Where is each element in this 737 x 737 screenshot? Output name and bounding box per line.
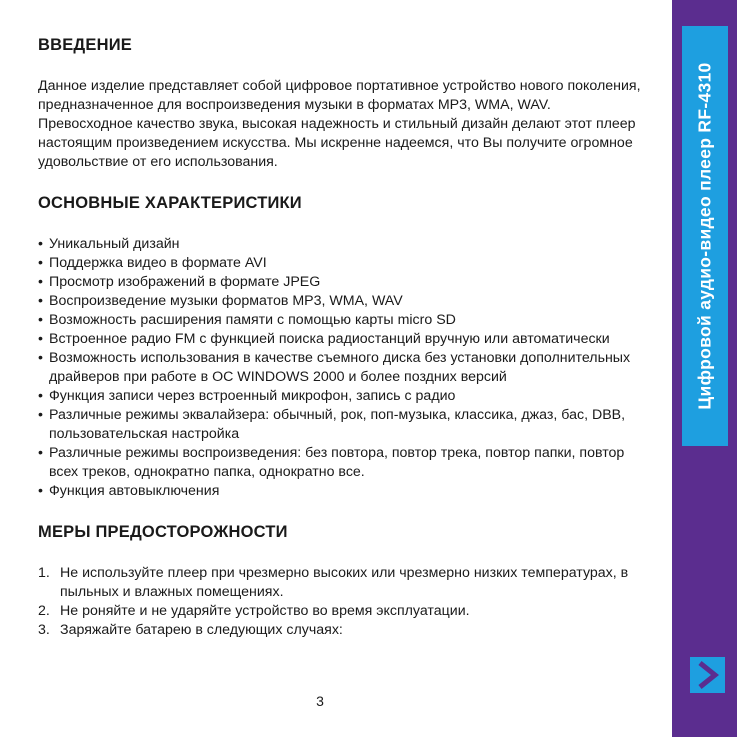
feature-text: Просмотр изображений в формате JPEG [49, 274, 321, 290]
intro-heading: ВВЕДЕНИЕ [38, 36, 132, 54]
side-bar [672, 0, 737, 737]
side-title-band [682, 26, 728, 446]
feature-text: Возможность расширения памяти с помощью карты micro SD [49, 312, 456, 328]
bullet: • [38, 445, 43, 461]
feature-text: Встроенное радио FM с функцией поиска радиостанций вручную или автоматически [49, 331, 610, 347]
bullet: • [38, 483, 43, 499]
feature-text: Поддержка видео в формате AVI [49, 255, 267, 271]
page-content [38, 36, 648, 640]
bullet: • [38, 274, 43, 290]
bullet: • [38, 331, 43, 347]
list-item [38, 387, 648, 406]
list-item [38, 311, 648, 330]
list-item [38, 621, 648, 640]
next-page-button[interactable] [690, 657, 725, 693]
feature-text: Возможность использования в качестве съемного диска без установки дополнительных драйверов при работе в ОС WINDOWS 2000 и более поздних версий [49, 350, 631, 385]
item-number: 3. [38, 622, 50, 638]
side-title-text: Цифровой аудио-видео плеер RF-4310 [694, 62, 715, 410]
feature-text: Функция автовыключения [49, 483, 220, 499]
caution-text: Не используйте плеер при чрезмерно высоких или чрезмерно низких температурах, в пыльных и влажных помещениях. [60, 565, 629, 600]
feature-text: Различные режимы эквалайзера: обычный, рок, поп-музыка, классика, джаз, бас, DBB, пользовательская настройка [49, 407, 626, 442]
intro-paragraph: Данное изделие представляет собой цифровое портативное устройство нового поколения, предназначенное для воспроизведения музыки в форматах MP3, WMA, WAV. Превосходное качество звука, высокая надежность и стильный дизайн делают этот плеер настоящим произведением искусства. Мы искренне надеемся, что Вы получите огромное удовольствие от его использования. [38, 78, 641, 170]
feature-text: Различные режимы воспроизведения: без повтора, повтор трека, повтор папки, повтор всех треков, однократно папка, однократно все. [49, 445, 625, 480]
bullet: • [38, 236, 43, 252]
list-item [38, 349, 648, 387]
cautions-heading: МЕРЫ ПРЕДОСТОРОЖНОСТИ [38, 523, 288, 541]
list-item [38, 273, 648, 292]
bullet: • [38, 293, 43, 309]
bullet: • [38, 407, 43, 423]
cautions-list [38, 564, 648, 640]
bullet: • [38, 350, 43, 366]
features-heading: ОСНОВНЫЕ ХАРАКТЕРИСТИКИ [38, 194, 302, 212]
list-item [38, 254, 648, 273]
list-item [38, 444, 648, 482]
feature-text: Воспроизведение музыки форматов MP3, WMA, WAV [49, 293, 403, 309]
bullet: • [38, 312, 43, 328]
chevron-right-icon [690, 657, 725, 693]
list-item [38, 482, 648, 501]
feature-text: Функция записи через встроенный микрофон, запись с радио [49, 388, 456, 404]
list-item [38, 330, 648, 349]
caution-text: Заряжайте батарею в следующих случаях: [60, 622, 343, 638]
item-number: 1. [38, 565, 50, 581]
item-number: 2. [38, 603, 50, 619]
list-item [38, 235, 648, 254]
list-item [38, 564, 648, 602]
bullet: • [38, 255, 43, 271]
features-list [38, 235, 648, 501]
list-item [38, 602, 648, 621]
feature-text: Уникальный дизайн [49, 236, 180, 252]
list-item [38, 406, 648, 444]
list-item [38, 292, 648, 311]
page-number: 3 [316, 693, 324, 709]
caution-text: Не роняйте и не ударяйте устройство во время эксплуатации. [60, 603, 470, 619]
bullet: • [38, 388, 43, 404]
